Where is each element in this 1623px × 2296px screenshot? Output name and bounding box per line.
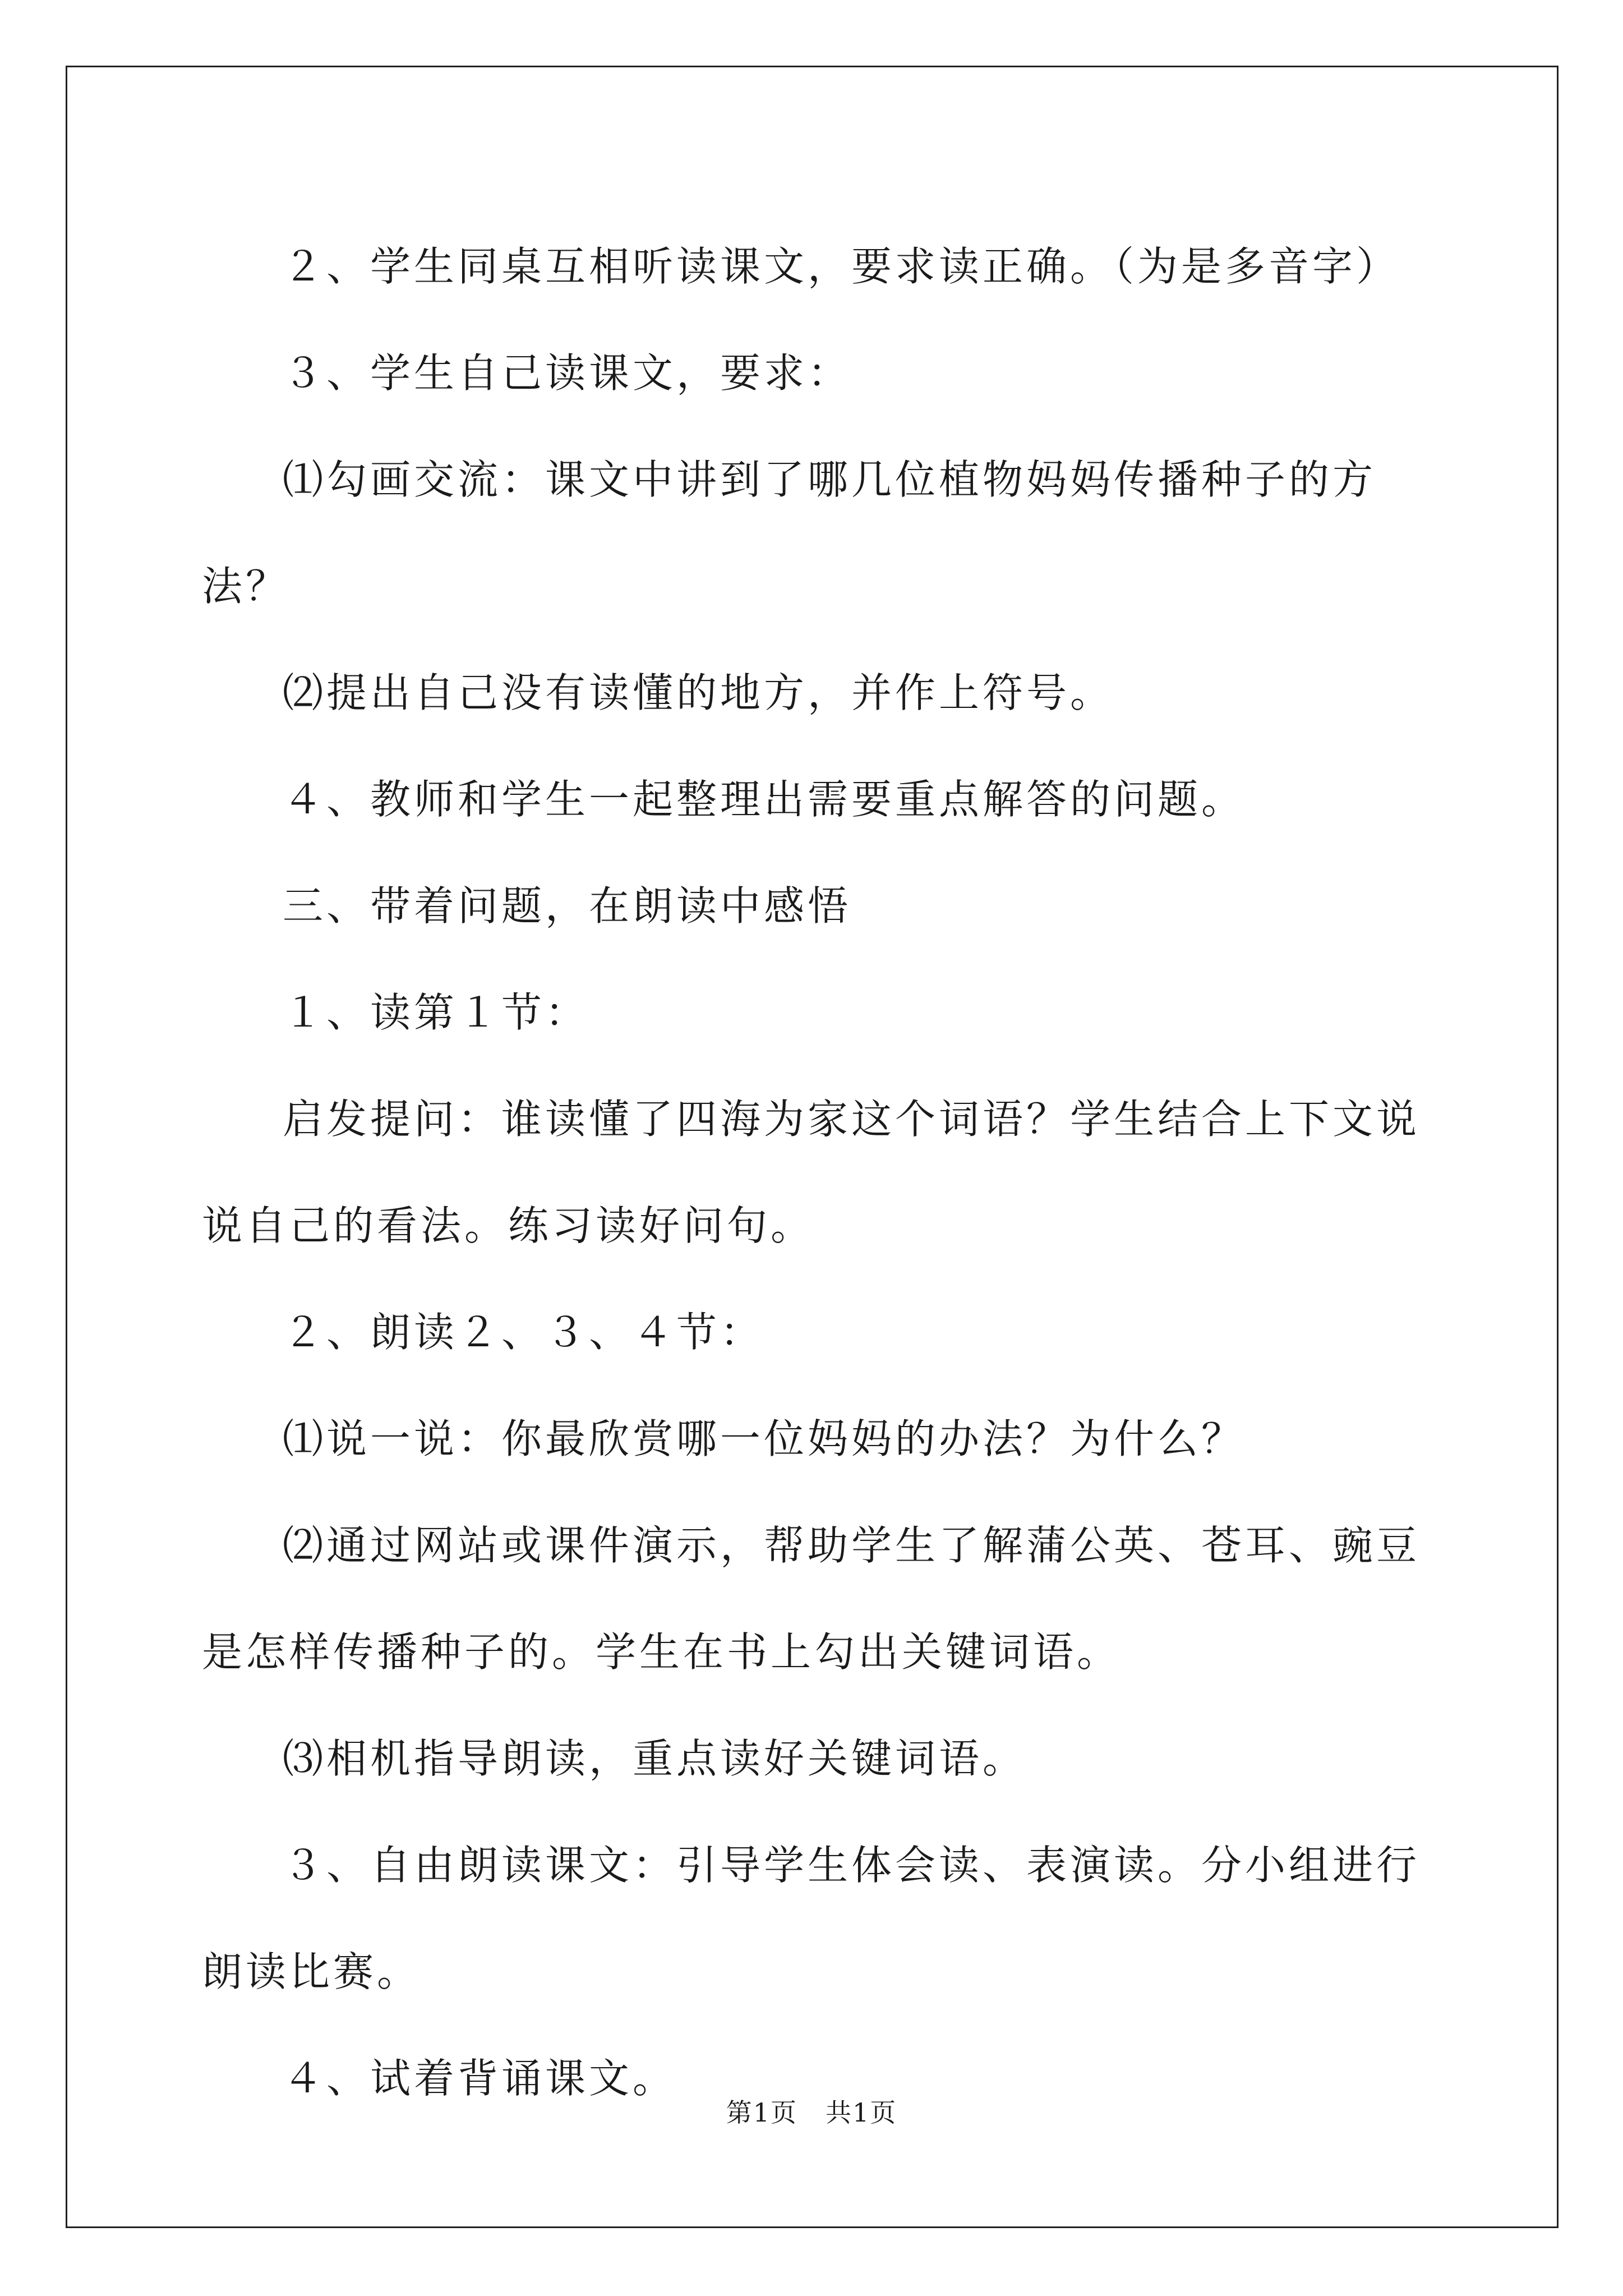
paragraph-12: ３、自由朗读课文：引导学生体会读、表演读。分小组进行朗读比赛。: [202, 1842, 1421, 1995]
paragraph-13: ４、试着背诵课文。: [283, 2055, 677, 2102]
paragraph-7: 启发提问：谁读懂了四海为家这个词语？学生结合上下文说说自己的看法。练习读好问句。: [202, 1096, 1421, 1249]
paragraph-3: ⑴勾画交流：课文中讲到了哪几位植物妈妈传播种子的方法？: [202, 456, 1377, 610]
page-total: 共1页: [826, 2097, 897, 2128]
paragraph-2: ３、学生自己读课文，要求：: [283, 349, 852, 397]
paragraph-8: ２、朗读２、３、４节：: [283, 1309, 764, 1356]
paragraph-9: ⑴说一说：你最欣赏哪一位妈妈的办法？为什么？: [283, 1415, 1246, 1462]
paragraph-10: ⑵通过网站或课件演示，帮助学生了解蒲公英、苍耳、豌豆是怎样传播种子的。学生在书上勾出关键词语。: [202, 1522, 1421, 1676]
document-body: [202, 213, 1436, 2132]
paragraph-6: １、读第１节：: [283, 989, 589, 1036]
page-footer: [0, 2092, 1623, 2129]
paragraph-1: ２、学生同桌互相听读课文，要求读正确。（为是多音字）: [283, 243, 1400, 290]
section-heading: 三、带着问题，在朗读中感悟: [283, 882, 852, 930]
paragraph-5: ４、教师和学生一起整理出需要重点解答的问题。: [283, 776, 1246, 823]
page-number: 第1页: [726, 2097, 797, 2128]
paragraph-11: ⑶相机指导朗读，重点读好关键词语。: [283, 1735, 1027, 1782]
paragraph-4: ⑵提出自己没有读懂的地方，并作上符号。: [283, 669, 1114, 716]
